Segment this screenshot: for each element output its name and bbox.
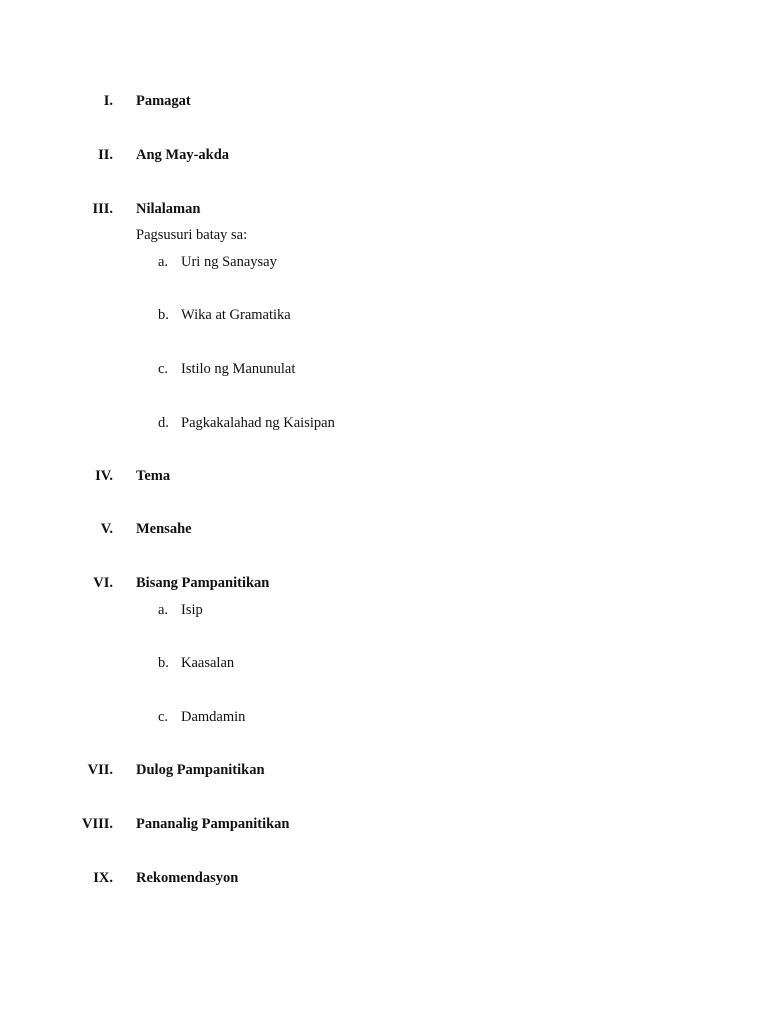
section-numeral: II.: [98, 147, 113, 163]
section-title: Tema: [136, 468, 171, 484]
section-numeral: I.: [103, 93, 113, 109]
list-item-letter: b.: [158, 655, 169, 671]
list-item-letter: a.: [158, 254, 169, 270]
list-item-letter: b.: [158, 307, 169, 323]
list-item-letter: c.: [158, 709, 169, 725]
list-item: [0, 412, 768, 434]
list-item: [0, 706, 768, 728]
list-item-text: Kaasalan: [181, 655, 235, 671]
section-6: [0, 572, 768, 594]
section-5: [0, 518, 768, 540]
section-title: Rekomendasyon: [136, 870, 239, 886]
list-item-text: Istilo ng Manunulat: [181, 361, 296, 377]
list-item-text: Uri ng Sanaysay: [181, 254, 277, 270]
section-title: Ang May-akda: [136, 147, 230, 163]
section-numeral: IV.: [95, 468, 113, 484]
section-numeral: VII.: [87, 762, 113, 778]
list-item-text: Pagkakalahad ng Kaisipan: [181, 415, 335, 431]
section-8: [0, 813, 768, 835]
section-3-note: [0, 224, 768, 246]
section-title: Pamagat: [136, 93, 191, 109]
list-item-text: Isip: [181, 602, 203, 618]
list-item: [0, 652, 768, 674]
section-title: Nilalaman: [136, 201, 201, 217]
section-numeral: V.: [100, 521, 113, 537]
section-2: [0, 144, 768, 166]
list-item: [0, 304, 768, 326]
section-1: [0, 90, 768, 112]
list-item-letter: c.: [158, 361, 169, 377]
list-item-letter: d.: [158, 415, 169, 431]
list-item: [0, 358, 768, 380]
list-item: [0, 251, 768, 273]
section-numeral: VIII.: [81, 816, 113, 832]
section-title: Pananalig Pampanitikan: [136, 816, 290, 832]
list-item-text: Wika at Gramatika: [181, 307, 291, 323]
section-9: [0, 867, 768, 889]
section-numeral: VI.: [93, 575, 113, 591]
section-numeral: III.: [92, 201, 113, 217]
section-title: Mensahe: [136, 521, 192, 537]
list-item: [0, 599, 768, 621]
section-note: Pagsusuri batay sa:: [136, 227, 248, 243]
section-7: [0, 759, 768, 781]
list-item-text: Damdamin: [181, 709, 246, 725]
section-3: [0, 198, 768, 220]
section-title: Dulog Pampanitikan: [136, 762, 265, 778]
section-title: Bisang Pampanitikan: [136, 575, 270, 591]
section-numeral: IX.: [93, 870, 113, 886]
list-item-letter: a.: [158, 602, 169, 618]
section-4: [0, 465, 768, 487]
